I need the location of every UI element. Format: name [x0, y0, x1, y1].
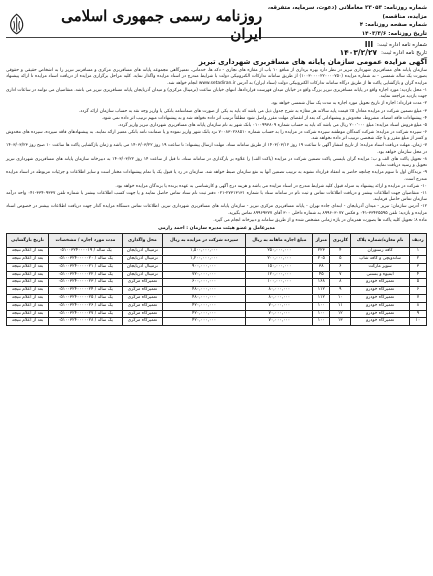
table-cell: ۴۲۰,۰۰۰,۰۰۰	[162, 318, 245, 326]
table-row	[7, 302, 427, 310]
table-cell: بعد از اعلام نتیجه	[7, 310, 49, 318]
header-cell: تاریخ بازگشایی	[7, 234, 49, 248]
table-row	[7, 263, 427, 271]
newspaper-name: روزنامه رسمی جمهوری اسلامی ایران	[61, 7, 263, 43]
table-cell: ۴۸۰,۰۰۰,۰۰۰	[162, 294, 245, 302]
table-cell: بعد از اعلام نتیجه	[7, 263, 49, 271]
newspaper-meta	[262, 4, 427, 38]
paragraph: ۴- پیشنهادات فاقد امضاء، مشروط، مخدوش و پیشنهاداتی که بعد از انقضای مهلت مقرر واصل شود مطلقاً ترتیب اثر داده نخواهد شد و به پیشنهادات مبهم ترتیب اثر داده نمی شود.	[101, 115, 427, 121]
meta-line-page: شماره صفحه روزنامه: ۴	[359, 22, 427, 29]
table-cell: ۵	[330, 255, 351, 263]
table-cell: ۲	[409, 255, 426, 263]
table-cell: یک ساله / ۰۵۱۰۰۳۲۴۰۰۰۰۰۲۳	[49, 279, 123, 287]
paragraph: ۹- برندگان اول تا سوم مزایده چنانچه حاضر به انعقاد قرارداد نشوند به ترتیب تضمین آنها به نفع سازمان ضبط خواهد شد. سازمان در رد یا قبول یک یا تمام پیشنهادات مختار است و سایر اطلاعات و جزئیات مربوطه در اسناد مزایده مندرج است.	[6, 170, 427, 182]
table-cell: ۱۱	[330, 302, 351, 310]
paragraph: ۷- زمان، مهلت دریافت اسناد مزایده: از تاریخ انتشار آگهی تا ساعت ۱۹ روز ۱۴۰۳/۰۳/۱۲ از طریق سامانه ستاد. مهلت ارسال پیشنهاد: تا ساعت ۱۹ روز ۱۴۰۳/۰۳/۲۲ می باشد و زمان بازگشایی پاکت ها ساعت ۱۰ صبح روز ۱۴۰۳/۰۳/۲۳ در محل سازمان خواهد بود.	[6, 143, 428, 155]
table-cell: تعمیرگاه خودرو	[351, 318, 409, 326]
table-cell: بعد از اعلام نتیجه	[7, 318, 49, 326]
table-cell: ۴	[409, 271, 426, 279]
table-cell: یک ساله / ۰۵۱۰۰۳۲۴۰۰۰۰۰۲۶	[49, 302, 123, 310]
table-cell: ۱۰۰	[313, 310, 330, 318]
table-row	[7, 248, 427, 256]
table-cell: تعمیرگاه مرکزی	[122, 318, 162, 326]
table-cell: یک ساله / ۰۵۱۰۰۳۲۴۰۰۰۰۰۲۲	[49, 271, 123, 279]
table-cell: ۱۱۲	[313, 294, 330, 302]
paragraph: ۱۰- شرکت در مزایده و ارائه پیشنهاد به منزله قبول کلیه شرایط مندرج در اسناد مزایده می باشد و هزینه درج آگهی و کارشناسی به عهده برنده یا برندگان مزایده خواهد بود.	[115, 183, 427, 189]
table-cell: ۱۰	[409, 318, 426, 326]
table-cell: یک ساله / ۰۵۱۰۰۳۲۴۰۰۰۰۰۲۰	[49, 255, 123, 263]
newspaper-header	[6, 4, 427, 43]
table-cell: ۴۲۰,۰۰۰,۰۰۰	[162, 302, 245, 310]
table-cell: ۸۰,۰۰۰,۰۰۰	[246, 294, 313, 302]
table-cell: تعمیرگاه مرکزی	[122, 279, 162, 287]
table-cell: ۱۰۰	[313, 318, 330, 326]
header-cell: متراژ	[313, 234, 330, 248]
emblem-icon	[6, 12, 27, 36]
paragraph: ۵- مبلغ فروش اسناد مزایده: مبلغ ۲۰۰٬۰۰۰ ریال می باشد که باید به حساب شماره ۰۱۰۰۹۹۳۸۰۹ بانک شهر به نام سازمان پایانه های مسافربری شهرداری تبریز واریز گردد.	[117, 122, 427, 128]
table-cell: ۵	[409, 279, 426, 287]
table-cell: یک ساله / ۰۵۱۰۰۳۲۴۰۰۰۰۱۹	[49, 248, 123, 256]
table-cell: بعد از اعلام نتیجه	[7, 255, 49, 263]
table-row	[7, 287, 427, 295]
table-cell: ۲۲۳	[313, 248, 330, 256]
table-cell: تعمیرگاه مرکزی	[122, 287, 162, 295]
paragraph: ۱۲- آدرس سازمان: تبریز - میدان آذربایجان - ابتدای جاده تهران - پایانه مسافربری مرکزی تبریز - سازمان پایانه های مسافربری شهرداری تبریز. اطلاعات تماس دستگاه مزایده گذار جهت دریافت اطلاعات بیشتر در خصوص اسناد مزایده و بازدید: تلفن ۳۳۴۲۵۵۹۵-۰۴۱ و فکس ۸۹۹۶۰۳۰۷۷ به شماره داخلی ۳۰۰ آقای ۸۹۹۶۹۳۷۷ تماس بگیرید.	[6, 204, 427, 216]
registration-number-label: شماره نامه اداره ثبت:	[377, 42, 427, 48]
table-cell: ترمینال آذربایجان	[122, 271, 162, 279]
table-cell: بعد از اعلام نتیجه	[7, 248, 49, 256]
registration-date-value: ۱۴۰۳/۲/۲۷	[339, 48, 378, 57]
signatory-line: مدیرعامل و عضو هیئت مدیره سازمان : احمد رازمی	[158, 226, 275, 232]
paragraph: ماده ۸: تحویل کلیه پاکت ها بصورت همزمان در بازه زمانی مشخص شده و از طریق سامانه و دبیرخانه انجام می گیرد.	[213, 217, 427, 223]
table-cell: ۱۰۰,۰۰۰,۰۰۰	[246, 279, 313, 287]
table-cell: ۴۵	[313, 271, 330, 279]
table-cell: تعمیرگاه خودرو	[351, 287, 409, 295]
table-cell: ۶	[330, 263, 351, 271]
table-cell: ۸	[330, 279, 351, 287]
header-cell: مبلغ اجاره ماهانه به ریال	[246, 234, 313, 248]
header-cell: کاربری	[330, 234, 351, 248]
table-cell: ۸	[409, 302, 426, 310]
table-cell: ۱۱۲	[313, 287, 330, 295]
table-cell: ۱,۵۰۰,۰۰۰,۰۰۰	[162, 248, 245, 256]
table-cell: ترمینال آذربایجان	[122, 255, 162, 263]
table-cell: ترمینال آذربایجان	[122, 248, 162, 256]
table-cell: سوپر مارکت	[351, 263, 409, 271]
items-table	[6, 233, 427, 326]
table-cell: ۲۰۵	[313, 255, 330, 263]
header-cell: مدت مورد اجاره / مشخصات	[49, 234, 123, 248]
table-cell: ۶	[409, 287, 426, 295]
table-cell: یک ساله / ۰۵۱۰۰۳۲۴۰۰۰۰۰۲۷	[49, 310, 123, 318]
table-cell: ۹	[330, 287, 351, 295]
table-cell: بعد از اعلام نتیجه	[7, 271, 49, 279]
paragraph: ۸- تحویل پاکت های الف و ب: مزایده گران بایستی پاکت تضمین شرکت در مزایده (پاکت الف) را علاوه بر بارگذاری در سامانه ستاد، تا قبل از ساعت ۱۴ روز ۱۴۰۳/۰۳/۲۲ به دبیرخانه سازمان پایانه های مسافربری شهرداری تبریز تحویل و رسید دریافت نمایند.	[6, 156, 427, 169]
table-cell: ۴۸۰,۰۰۰,۰۰۰	[162, 287, 245, 295]
table-cell: تعمیرگاه خودرو	[351, 310, 409, 318]
table-cell: ۱۵۰,۰۰۰,۰۰۰	[246, 263, 313, 271]
table-row	[7, 271, 427, 279]
table-cell: ۱۶۸	[313, 279, 330, 287]
table-cell: ۸۰,۰۰۰,۰۰۰	[246, 287, 313, 295]
table-cell: ۱۰۰	[313, 302, 330, 310]
paragraph: ۱- محل بازدید: مورد اجاره واقع در پایانه مسافربری تبریز بزرگ واقع در خیابان میدان فهرست قراردادها، انتهای خیابان ساعت (ترمینال مرکزی) و میدان آذربایجان پایانه مسافربری تبریز می باشد. متقاضیان می توانند در ساعات اداری جهت بازدید مراجعه نمایند.	[6, 87, 427, 100]
table-row	[7, 318, 427, 326]
table-cell: ساندویچی و کافه شاپ	[351, 255, 409, 263]
paragraph: ۳- مبلغ تضمین شرکت در مزایده معادل ۵٪ قیمت پایه سالانه هر مغازه به شرح جدول ذیل می باشد که باید به یکی از صورت های ضمانتنامه بانکی یا واریز وجه نقد به حساب سازمان ارائه گردد.	[78, 108, 427, 114]
table-cell: ۲۵۰,۰۰۰,۰۰۰	[246, 248, 313, 256]
table-row	[7, 279, 427, 287]
table-row	[7, 255, 427, 263]
table-cell: آبمیوه و بستنی	[351, 271, 409, 279]
table-row	[7, 310, 427, 318]
table-cell: تعمیرگاه خودرو	[351, 294, 409, 302]
ad-title: آگهی مزایده عمومی سازمان پایانه های مسافربری شهرداری تبریز	[198, 58, 427, 66]
table-cell: یک ساله / ۰۵۱۰۰۳۲۴۰۰۰۰۰۲۸	[49, 318, 123, 326]
paragraph: ۶- سپرده شرکت در مزایده: شرکت کنندگان موظفند سپرده شرکت در مزایده را به حساب شماره ۷۰۰۸۳۰۲۶۸۵۱۰ نزد بانک شهر واریز نموده و یا ضمانت نامه بانکی معتبر ارائه نمایند. به پیشنهادهای فاقد سپرده، سپرده های مخدوش و کمتر از مبلغ مقرر و یا چک شخصی ترتیب اثر داده نخواهد شد.	[6, 129, 428, 142]
table-cell: ۱۲۰,۰۰۰,۰۰۰	[246, 271, 313, 279]
table-cell: ۷۲۰,۰۰۰,۰۰۰	[162, 271, 245, 279]
table-cell: تعمیرگاه مرکزی	[122, 302, 162, 310]
table-cell: تعمیرگاه خودرو	[351, 279, 409, 287]
table-cell: ۷۰,۰۰۰,۰۰۰	[246, 318, 313, 326]
meta-line-date: تاریخ روزنامه: ۱۴۰۳/۳/۶	[361, 30, 427, 37]
table-cell: ۱,۲۰۰,۰۰۰,۰۰۰	[162, 255, 245, 263]
table-cell: ۳	[409, 263, 426, 271]
table-cell: ۷۰,۰۰۰,۰۰۰	[246, 302, 313, 310]
table-header-row	[7, 234, 427, 248]
header-cell: محل واگذاری	[122, 234, 162, 248]
table-cell: ۷۰,۰۰۰,۰۰۰	[246, 310, 313, 318]
table-cell: بعد از اعلام نتیجه	[7, 302, 49, 310]
masthead	[6, 4, 262, 43]
header-cell: نام مغازه/شماره پلاک	[351, 234, 409, 248]
table-cell: ۷	[330, 271, 351, 279]
table-cell: ۱	[409, 248, 426, 256]
table-cell: ۴	[330, 248, 351, 256]
table-cell: تعمیرگاه خودرو	[351, 302, 409, 310]
table-cell: تعمیرگاه مرکزی	[122, 310, 162, 318]
table-cell: ۱۲	[330, 310, 351, 318]
table-cell: ۳۸	[313, 263, 330, 271]
table-cell: کافه رستوران	[351, 248, 409, 256]
table-cell: ۴۲۰,۰۰۰,۰۰۰	[162, 310, 245, 318]
table-body	[7, 248, 427, 326]
header-cell: ردیف	[409, 234, 426, 248]
table-cell: بعد از اعلام نتیجه	[7, 279, 49, 287]
registration-date-label: تاریخ نامه اداره ثبت:	[381, 50, 427, 56]
table-cell: بعد از اعلام نتیجه	[7, 287, 49, 295]
paragraph: ۱۱- متقاضیان جهت اطلاعات بیشتر و دریافت اطلاعات تماس و ثبت نام در سامانه ستاد با شماره ۲۷۳۱۳۱۳۱-۰۲۱ دفتر ثبت نام ستاد تماس حاصل نمایند و یا جهت کسب اطلاعات بیشتر با شماره تلفن ۳۳۴۰۹۳۳۷-۰۴۱ واحد درآمد سازمان تماس حاصل فرمایند.	[6, 190, 428, 203]
table-cell: یک ساله / ۰۵۱۰۰۳۲۴۰۰۰۰۰۲۱	[49, 263, 123, 271]
table-cell: ترمینال آذربایجان	[122, 263, 162, 271]
meta-line-issue: شماره روزنامه: ۲۳۰۵۳ معاملاتی (دعوت، سرمایه، متفرقه، مزایده، مناقصه)	[267, 5, 427, 20]
registration-info	[6, 41, 427, 57]
table-cell: تعمیرگاه مرکزی	[122, 294, 162, 302]
table-cell: یک ساله / ۰۵۱۰۰۳۲۴۰۰۰۰۰۲۴	[49, 287, 123, 295]
ad-body	[6, 68, 427, 224]
table-cell: ۶۰۰,۰۰۰,۰۰۰	[162, 279, 245, 287]
table-cell: ۷	[409, 294, 426, 302]
registration-number-value: III	[364, 40, 374, 49]
table-cell: یک ساله / ۰۵۱۰۰۳۲۴۰۰۰۰۰۲۵	[49, 294, 123, 302]
registration-date-row	[340, 49, 427, 57]
table-cell: ۱۳	[330, 318, 351, 326]
header-cell: سپرده شرکت در مزایده به ریال	[162, 234, 245, 248]
paragraph: ۲- مدت قرارداد: اجاره از تاریخ تحویل مورد اجاره به مدت یک سال شمسی خواهد بود.	[270, 101, 427, 107]
paragraph: سازمان پایانه های مسافربری شهرداری تبریز در نظر دارد بهره برداری از منافع ۱۰ باب از مغازه های تجاری - دکه ها، خدماتی، تعمیرگاهی مجموعه پایانه های مسافربری مرکزی و مسافرتبر تبریز را به اشخاص حقیقی و حقوقی بصورت یک ساله شمسی - نه شماره مزایده (۱۰۰۳۰۰۰۰۲۲۰۰۰۰۷۵۰) از طریق سامانه تدارکات الکترونیکی دولت با شرایط مندرج در اسناد مزایده واگذار نماید. کلیه مراحل برگزاری مزایده از دریافت اسناد مزایده تا ارائه پیشنهاد مزایده گران و بازگشایی پاکت ها از طریق درگاه سامانه تدارکات الکترونیکی دولت (ستاد ایران) به آدرس www.setadiran.ir انجام خواهد شد.	[6, 68, 427, 86]
table-cell: ۱۰	[330, 294, 351, 302]
table-cell: ۹	[409, 310, 426, 318]
table-row	[7, 294, 427, 302]
table-cell: ۹۰۰,۰۰۰,۰۰۰	[162, 263, 245, 271]
table-cell: بعد از اعلام نتیجه	[7, 294, 49, 302]
table-cell: ۲۰۰,۰۰۰,۰۰۰	[246, 255, 313, 263]
